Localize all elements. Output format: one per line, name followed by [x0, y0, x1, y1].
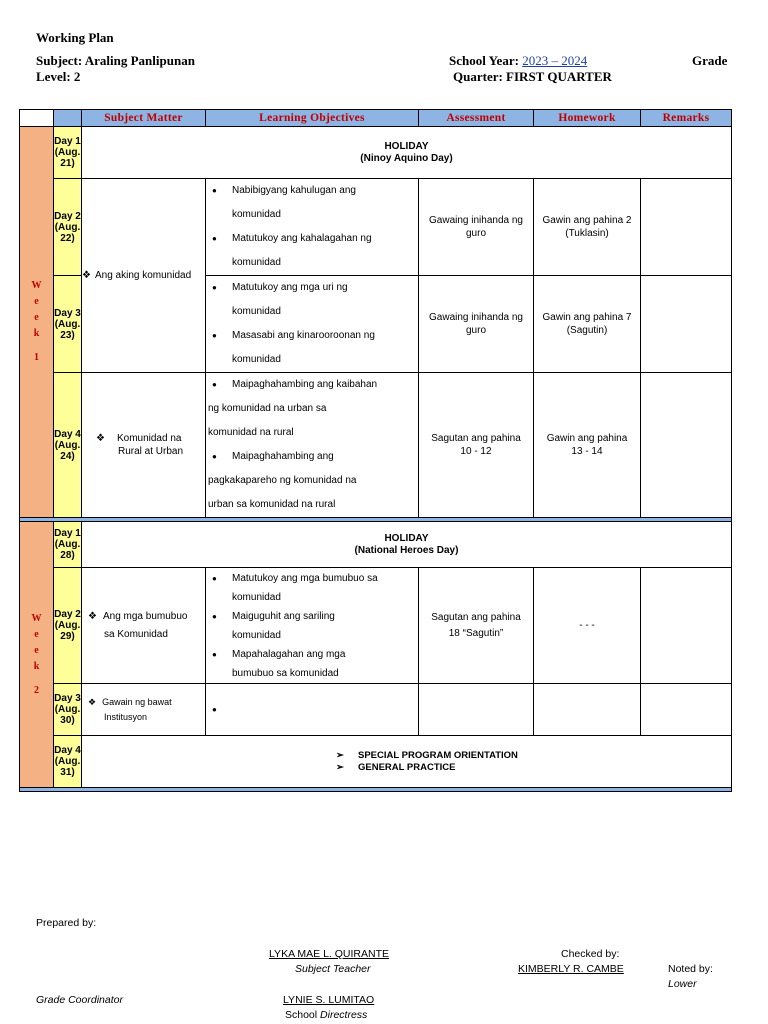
checker-name: KIMBERLY R. CAMBE — [518, 963, 624, 975]
header-homework: Homework — [534, 110, 641, 127]
subject-block — [82, 608, 205, 644]
table-row — [20, 684, 732, 736]
diamond-bullet-icon: ❖ — [88, 610, 97, 622]
objective-item — [232, 569, 414, 607]
subject-text: Rural at Urban — [118, 446, 184, 457]
day-cell — [54, 522, 82, 568]
day-date: (Aug. — [54, 221, 81, 233]
table-row — [20, 522, 732, 568]
homework-cell: Gawin ang pahina 7 (Sagutin) — [534, 276, 641, 373]
table-row — [20, 127, 732, 179]
day-date: (Aug. — [54, 756, 81, 767]
objective-item — [208, 373, 414, 445]
subject-block — [82, 432, 205, 458]
objective-item — [232, 227, 414, 275]
day-cell — [54, 684, 82, 736]
special-text: GENERAL PRACTICE — [358, 761, 456, 773]
objectives-cell — [206, 373, 419, 518]
week-letter: e — [34, 296, 39, 307]
objective-item — [232, 276, 414, 324]
assessment-text: 10 - 12 — [460, 446, 492, 457]
school-year-value: 2023 – 2024 — [522, 53, 588, 68]
school-year-label: School Year: — [449, 53, 519, 68]
separator-bar — [20, 788, 732, 792]
day-label: Day 1 — [54, 528, 81, 539]
assessment-text: Sagutan ang pahina — [431, 611, 521, 623]
objectives-cell — [206, 568, 419, 684]
objective-item — [232, 324, 414, 372]
director-role-text: Directress — [320, 1009, 368, 1021]
preparer-name: LYKA MAE L. QUIRANTE — [269, 948, 390, 960]
objective-text: Masasabi ang kinarooroonan ng — [232, 330, 375, 341]
arrow-bullet-icon: ➢ — [336, 761, 344, 773]
day-date: 31) — [60, 767, 75, 778]
remarks-cell — [641, 568, 732, 684]
table-header-row — [20, 110, 732, 127]
holiday-title: HOLIDAY — [384, 140, 429, 152]
grade-coordinator-label: Grade Coordinator — [36, 994, 123, 1006]
week-letter: e — [34, 644, 39, 656]
assessment-cell — [419, 568, 534, 684]
subject-matter-cell — [82, 179, 206, 373]
day-date: (Aug. — [54, 439, 81, 451]
day-date: (Aug. — [54, 704, 81, 715]
objective-text: komunidad — [232, 257, 281, 268]
objective-item — [232, 179, 414, 227]
subject-text: Ang mga bumubuo — [102, 610, 188, 622]
prepared-by-label: Prepared by: — [36, 917, 97, 929]
day-label: Day 2 — [54, 210, 81, 222]
assessment-cell: Gawaing inihanda ng guro — [419, 179, 534, 276]
empty-bullet-icon: ● — [212, 705, 217, 714]
working-plan-table — [19, 109, 732, 792]
homework-cell: - - - — [534, 568, 641, 684]
director-role — [285, 1009, 367, 1021]
objective-text: komunidad na rural — [208, 427, 294, 438]
week-2-label — [20, 522, 54, 788]
day-label: Day 2 — [54, 609, 81, 620]
remarks-cell — [641, 179, 732, 276]
day-label: Day 1 — [54, 136, 81, 147]
objective-text: Matutukoy ang kahalagahan ng — [232, 233, 372, 244]
lower-label: Lower — [668, 978, 697, 990]
checked-by-label: Checked by: — [561, 948, 620, 960]
objective-text: Maiguguhit ang sariling — [232, 610, 335, 622]
director-role-text: School — [285, 1009, 321, 1021]
subject-matter-cell — [82, 568, 206, 684]
day-date: (Aug. — [54, 620, 81, 631]
day-cell — [54, 179, 82, 276]
day-date: 29) — [60, 631, 75, 642]
diamond-bullet-icon: ❖ — [82, 269, 91, 281]
holiday-cell — [82, 522, 732, 568]
week-spacer — [20, 675, 53, 683]
objective-text: Matutukoy ang mga uri ng — [232, 282, 348, 293]
subject-line: Subject: Araling Panlipunan — [36, 53, 195, 68]
header-assessment: Assessment — [419, 110, 534, 127]
subject-text: Institusyon — [104, 711, 148, 722]
week-letter: W — [31, 612, 42, 624]
objective-text: pagkakapareho ng komunidad na — [208, 475, 357, 486]
level-line: Level: 2 — [36, 69, 81, 84]
objectives-cell — [206, 684, 419, 736]
week-letter: e — [34, 628, 39, 640]
holiday-cell — [82, 127, 732, 179]
objective-text: ng komunidad na urban sa — [208, 403, 327, 414]
remarks-cell — [641, 276, 732, 373]
assessment-cell: Gawaing inihanda ng guro — [419, 276, 534, 373]
objectives-cell — [206, 276, 419, 373]
table-row — [20, 373, 732, 518]
table-bottom-bar — [20, 788, 732, 792]
objective-text: komunidad — [232, 209, 281, 220]
noted-by-label: Noted by: — [668, 963, 713, 975]
objective-text: urban sa komunidad na rural — [208, 499, 336, 510]
day-date: (Aug. — [54, 318, 81, 330]
subject-block — [82, 695, 205, 725]
holiday-name: (National Heroes Day) — [354, 544, 459, 556]
day-cell — [54, 373, 82, 518]
week-letter: k — [33, 660, 40, 672]
special-item — [82, 750, 731, 762]
day-label: Day 4 — [54, 428, 81, 440]
assessment-cell — [419, 373, 534, 518]
week-letter: W — [31, 280, 42, 291]
header-subject-matter: Subject Matter — [82, 110, 206, 127]
day-cell — [54, 276, 82, 373]
homework-cell — [534, 373, 641, 518]
holiday-name: (Ninoy Aquino Day) — [360, 152, 453, 164]
diamond-bullet-icon: ❖ — [88, 696, 97, 707]
objective-text: Maipaghahambing ang — [232, 451, 334, 462]
school-year — [449, 53, 587, 69]
day-label: Day 3 — [54, 307, 81, 319]
table-row — [20, 179, 732, 276]
director-name: LYNIE S. LUMITAO — [283, 994, 375, 1006]
day-date: (Aug. — [54, 539, 81, 550]
objective-text: komunidad — [232, 306, 281, 317]
assessment-cell — [419, 684, 534, 736]
special-text: SPECIAL PROGRAM ORIENTATION — [358, 749, 518, 761]
homework-cell: Gawin ang pahina 2 (Tuklasin) — [534, 179, 641, 276]
homework-text: 13 - 14 — [571, 446, 603, 457]
header-blank-2 — [54, 110, 82, 127]
subject-text: Gawain ng bawat — [102, 696, 172, 707]
arrow-bullet-icon: ➢ — [336, 749, 344, 761]
objective-text: Matutukoy ang mga bumubuo sa — [232, 572, 378, 584]
header-learning-objectives: Learning Objectives — [206, 110, 419, 127]
day-cell — [54, 736, 82, 788]
day-date: 30) — [60, 715, 75, 726]
week-1-label — [20, 127, 54, 518]
objective-text: komunidad — [232, 629, 281, 641]
objective-item — [232, 607, 414, 645]
objective-text: komunidad — [232, 591, 281, 603]
table-row — [20, 568, 732, 684]
week-letter: e — [34, 312, 39, 323]
week-letter: k — [33, 328, 40, 339]
objective-text: Nabibigyang kahulugan ang — [232, 185, 356, 196]
objective-text: Maipaghahambing ang kaibahan — [232, 379, 378, 390]
subject-matter-cell — [82, 373, 206, 518]
day-date: 28) — [60, 550, 75, 561]
day-date: 21) — [60, 158, 75, 169]
homework-text: Gawin ang pahina — [546, 433, 628, 444]
assessment-text: Sagutan ang pahina — [431, 433, 521, 444]
quarter-line: Quarter: FIRST QUARTER — [453, 69, 612, 84]
subject-text: sa Komunidad — [104, 628, 168, 640]
day-label: Day 3 — [54, 693, 81, 704]
week-number: 2 — [34, 684, 39, 696]
document-title: Working Plan — [36, 30, 114, 45]
day-cell — [54, 568, 82, 684]
objective-item — [208, 445, 414, 517]
week-spacer — [20, 342, 53, 350]
grade-label: Grade — [692, 53, 728, 68]
objective-text: komunidad — [232, 354, 281, 365]
header-blank-1 — [20, 110, 54, 127]
subject-text: Komunidad na — [116, 433, 182, 444]
day-label: Day 4 — [54, 745, 81, 756]
diamond-bullet-icon: ❖ — [96, 433, 105, 444]
remarks-cell — [641, 373, 732, 518]
day-date: (Aug. — [54, 147, 81, 158]
remarks-cell — [641, 684, 732, 736]
objective-text: bumubuo sa komunidad — [232, 667, 339, 679]
special-activities-cell — [82, 736, 732, 788]
holiday-title: HOLIDAY — [384, 532, 429, 544]
special-item — [82, 762, 731, 774]
preparer-role: Subject Teacher — [295, 963, 371, 975]
day-date: 24) — [60, 450, 75, 462]
week-number: 1 — [34, 352, 39, 363]
subject-text: Ang aking komunidad — [94, 269, 192, 281]
assessment-text: 18 “Sagutin” — [448, 627, 504, 639]
objectives-cell — [206, 179, 419, 276]
day-date: 22) — [60, 232, 75, 244]
table-row — [20, 736, 732, 788]
header-remarks: Remarks — [641, 110, 732, 127]
day-cell — [54, 127, 82, 179]
subject-matter-cell — [82, 684, 206, 736]
objective-item — [232, 645, 414, 683]
day-date: 23) — [60, 329, 75, 341]
homework-cell — [534, 684, 641, 736]
objective-text: Mapahalagahan ang mga — [232, 648, 346, 660]
